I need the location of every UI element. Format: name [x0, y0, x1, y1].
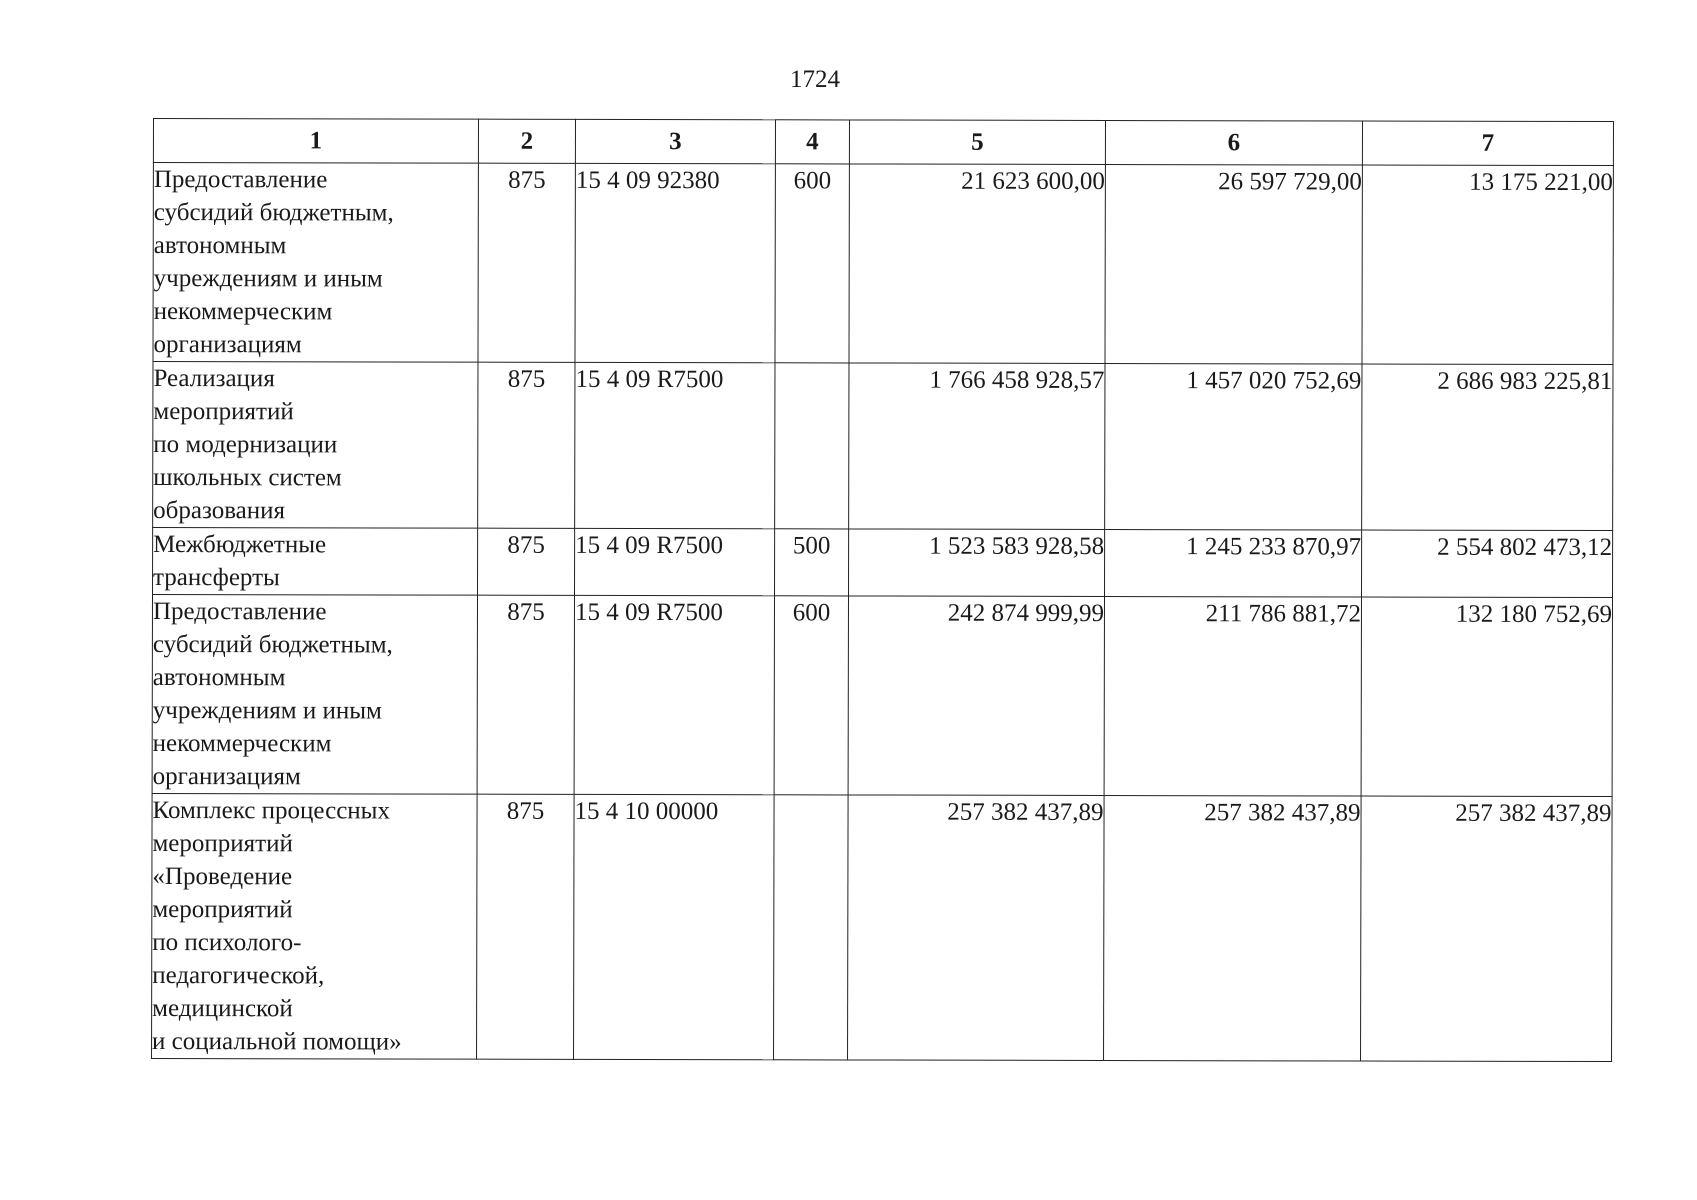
- row-name-line: мероприятий: [153, 398, 294, 426]
- ministry-code-cell: 875: [478, 362, 575, 528]
- page-number: 1724: [790, 66, 840, 93]
- ministry-code-cell: 875: [478, 163, 575, 362]
- amount-col-7-cell: 2 686 983 225,81: [1362, 364, 1613, 531]
- row-name-cell: [153, 163, 478, 363]
- expense-type-cell: 600: [775, 164, 849, 363]
- target-article-cell: 15 4 09 R7500: [574, 595, 774, 794]
- row-name-line: мероприятий: [152, 830, 293, 858]
- budget-table: [151, 118, 1614, 1062]
- amount-col-6-cell: 1 457 020 752,69: [1105, 363, 1362, 530]
- ministry-code-cell: 875: [477, 794, 575, 1059]
- row-name-line: образования: [153, 497, 286, 525]
- expense-type-cell: 600: [774, 596, 848, 795]
- header-col-6: 6: [1105, 120, 1362, 165]
- amount-col-7-cell: 132 180 752,69: [1361, 597, 1612, 797]
- ministry-code-cell: 875: [477, 595, 574, 794]
- row-name-cell: [152, 793, 478, 1059]
- row-name-line: мероприятий: [152, 896, 293, 924]
- amount-col-5-cell: 1 523 583 928,58: [849, 529, 1105, 597]
- amount-col-7-cell: 13 175 221,00: [1362, 165, 1613, 365]
- row-name-line: некоммерческим: [153, 298, 333, 326]
- amount-col-6-cell: 1 245 233 870,97: [1104, 529, 1361, 597]
- table-row: [153, 528, 1613, 598]
- row-name-line: некоммерческим: [152, 730, 332, 758]
- target-article-cell: 15 4 09 R7500: [575, 528, 775, 595]
- row-name-line: учреждениям и иным: [153, 265, 383, 293]
- expense-type-cell: [774, 795, 849, 1060]
- table-row: [152, 595, 1612, 797]
- expense-type-cell: 500: [775, 529, 849, 596]
- target-article-cell: 15 4 09 92380: [575, 163, 775, 362]
- amount-col-6-cell: 211 786 881,72: [1104, 596, 1361, 796]
- row-name-line: организациям: [152, 763, 301, 791]
- row-name-line: организациям: [153, 331, 302, 359]
- amount-col-5-cell: 257 382 437,89: [848, 795, 1105, 1061]
- header-col-4: 4: [775, 120, 849, 164]
- header-col-1: 1: [153, 119, 478, 164]
- row-name-line: Предоставление: [153, 166, 328, 194]
- header-col-3: 3: [575, 119, 775, 163]
- row-name-line: по модернизации: [153, 431, 338, 459]
- target-article-cell: 15 4 09 R7500: [575, 362, 775, 528]
- row-name-cell: [153, 528, 478, 596]
- header-col-7: 7: [1362, 121, 1613, 166]
- table-row: [153, 163, 1613, 365]
- row-name-line: субсидий бюджетным,: [152, 631, 393, 659]
- row-name-line: трансферты: [153, 564, 280, 592]
- amount-col-7-cell: 257 382 437,89: [1361, 796, 1613, 1062]
- row-name-line: школьных систем: [153, 464, 342, 492]
- row-name-line: учреждениям и иным: [152, 697, 382, 725]
- row-name-line: по психолого-: [152, 929, 302, 957]
- ministry-code-cell: 875: [478, 528, 575, 595]
- header-col-2: 2: [478, 119, 575, 163]
- row-name-line: автономным: [152, 664, 286, 692]
- row-name-cell: [153, 362, 478, 529]
- amount-col-5-cell: 1 766 458 928,57: [849, 363, 1105, 530]
- amount-col-6-cell: 257 382 437,89: [1104, 795, 1362, 1061]
- row-name-line: Комплекс процессных: [152, 797, 391, 825]
- row-name-cell: [152, 595, 477, 795]
- header-row: [153, 119, 1613, 166]
- row-name-line: Реализация: [153, 365, 275, 393]
- amount-col-7-cell: 2 554 802 473,12: [1361, 530, 1612, 598]
- table-row: [152, 793, 1613, 1061]
- header-col-5: 5: [849, 120, 1105, 165]
- amount-col-5-cell: 242 874 999,99: [848, 596, 1104, 796]
- row-name-line: «Проведение: [152, 863, 293, 891]
- row-name-line: автономным: [153, 232, 287, 260]
- amount-col-6-cell: 26 597 729,00: [1105, 164, 1362, 364]
- table-row: [153, 362, 1613, 531]
- row-name-line: Межбюджетные: [153, 531, 327, 559]
- page-number-wrapper: [0, 66, 1697, 94]
- row-name-line: субсидий бюджетным,: [153, 199, 394, 227]
- row-name-line: медицинской: [152, 995, 293, 1023]
- row-name-line: педагогической,: [152, 962, 325, 990]
- row-name-line: и социальной помощи»: [152, 1028, 402, 1056]
- row-name-line: Предоставление: [152, 598, 327, 626]
- amount-col-5-cell: 21 623 600,00: [849, 164, 1105, 364]
- target-article-cell: 15 4 10 00000: [574, 794, 775, 1059]
- expense-type-cell: [775, 363, 849, 529]
